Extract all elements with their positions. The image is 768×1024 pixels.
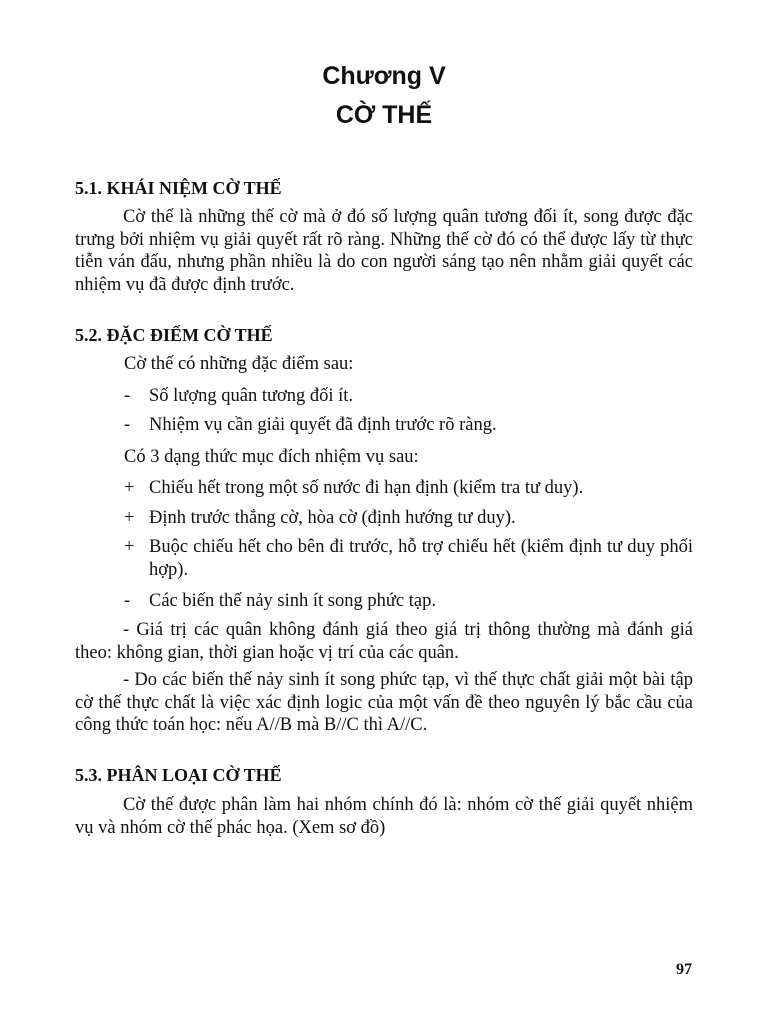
list-item-marker: + [124, 508, 135, 528]
forms-intro: Có 3 dạng thức mục đích nhiệm vụ sau: [124, 447, 419, 467]
list-item: Định trước thắng cờ, hòa cờ (định hướng tư duy). [149, 508, 516, 528]
list-item: Chiếu hết trong một số nước đi hạn định (kiểm tra tư duy). [149, 478, 584, 498]
list-item: Các biến thế nảy sinh ít song phức tạp. [149, 591, 436, 611]
list-item-marker: + [124, 537, 135, 557]
section-paragraph-5-3: Cờ thế được phân làm hai nhóm chính đó là: nhóm cờ thế giải quyết nhiệm vụ và nhóm cờ thế phác họa. (Xem sơ đồ) [75, 795, 693, 838]
list-item-marker: + [124, 478, 135, 498]
list-item: Nhiệm vụ cần giải quyết đã định trước rõ ràng. [149, 415, 497, 435]
features-intro: Cờ thế có những đặc điểm sau: [124, 354, 354, 374]
list-item-marker: - [124, 415, 131, 435]
note-paragraph: - Giá trị các quân không đánh giá theo giá trị thông thường mà đánh giá theo: không gian, thời gian hoặc vị trí của các quân. [75, 620, 693, 663]
section-heading-5-2: 5.2. ĐẶC ĐIỂM CỜ THẾ [75, 325, 273, 345]
chapter-number: Chương V [322, 62, 446, 90]
page-number: 97 [676, 961, 692, 978]
section-heading-5-3: 5.3. PHÂN LOẠI CỜ THẾ [75, 765, 282, 785]
note-paragraph: - Do các biến thế nảy sinh ít song phức tạp, vì thế thực chất giải một bài tập cờ thế thực chất là việc xác định logic của một vấn đề theo nguyên lý bắc cầu của công thức toán học: nếu A//B mà B//C thì A//C. [75, 670, 693, 735]
chapter-title: CỜ THẾ [335, 101, 433, 129]
section-heading-5-1: 5.1. KHÁI NIỆM CỜ THẾ [75, 178, 282, 198]
list-item-marker: - [124, 386, 131, 406]
section-paragraph-5-1: Cờ thế là những thế cờ mà ở đó số lượng quân tương đối ít, song được đặc trưng bởi nhiệm vụ giải quyết rất rõ ràng. Những thế cờ đó có thể được lấy từ thực tiễn ván đấu, nhưng phần nhiều là do con người sáng tạo nên nhằm giải quyết các nhiệm vụ đã được định trước. [75, 207, 693, 295]
list-item: Buộc chiếu hết cho bên đi trước, hỗ trợ chiếu hết (kiểm định tư duy phối hợp). [149, 537, 693, 580]
list-item: Số lượng quân tương đối ít. [149, 386, 354, 406]
list-item-marker: - [124, 591, 131, 611]
